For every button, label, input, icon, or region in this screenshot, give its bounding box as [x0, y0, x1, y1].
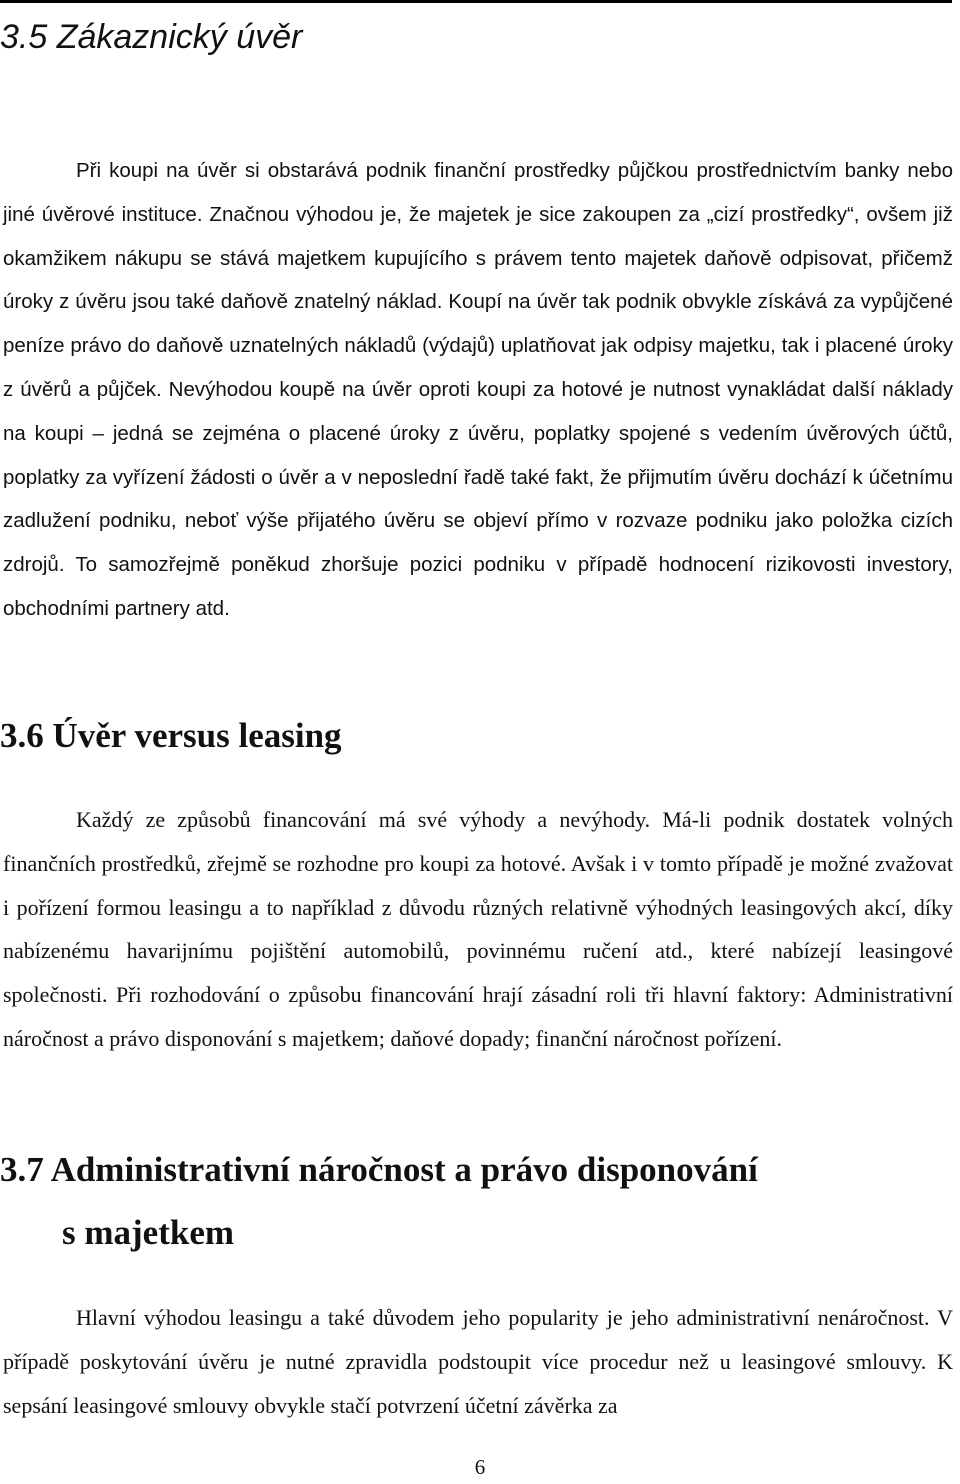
section-heading-3-5: 3.5 Zákaznický úvěr — [0, 18, 303, 56]
section-paragraph-3-5: Při koupi na úvěr si obstarává podnik finanční prostředky půjčkou prostřednictvím banky nebo jiné úvěrové instituce. Značnou výhodou je, že majetek je sice zakoupen za „cizí prostředky“, ovšem již okamžikem nákupu se stává majetkem kupujícího s právem tento majetek daňově odpisovat, přičemž úroky z úvěru jsou také daňově znatelný náklad. Koupí na úvěr tak podnik obvykle získává za vypůjčené peníze právo do daňově uznatelných nákladů (výdajů) uplatňovat jak odpisy majetku, tak i placené úroky z úvěrů a půjček. Nevýhodou koupě na úvěr oproti koupi za hotové je nutnost vynakládat další náklady na koupi – jedná se zejména o placené úroky z úvěru, poplatky spojené s vedením úvěrových účtů, poplatky za vyřízení žádosti o úvěr a v neposlední řadě také fakt, že přijmutím úvěru dochází k účetnímu zadlužení podniku, neboť výše přijatého úvěru se objeví přímo v rozvaze podniku jako položka cizích zdrojů. To samozřejmě poněkud zhoršuje pozici podniku v případě hodnocení rizikovosti investory, obchodními partnery atd. — [3, 159, 953, 620]
top-rule — [0, 0, 952, 3]
page-number: 6 — [474, 1455, 486, 1479]
section-heading-3-7: 3.7 Administrativní náročnost a právo disponování — [0, 1150, 758, 1189]
section-paragraph-3-7: Hlavní výhodou leasingu a také důvodem jeho popularity je jeho administrativní nenáročnost. V případě poskytování úvěru je nutné zpravidla podstoupit více procedur než u leasingové smlouvy. K sepsání leasingové smlouvy obvykle stačí potvrzení účetní závěrka za — [3, 1305, 953, 1418]
section-paragraph-3-6: Každý ze způsobů financování má své výhody a nevýhody. Má-li podnik dostatek volných finančních prostředků, zřejmě se rozhodne pro koupi za hotové. Avšak i v tomto případě je možné zvažovat i pořízení formou leasingu a to například z důvodu různých relativně výhodných leasingových akcí, díky nabízenému havarijnímu pojištění automobilů, povinnému ručení atd., které nabízejí leasingové společnosti. Při rozhodování o způsobu financování hrají zásadní roli tři hlavní faktory: Administrativní náročnost a právo disponování s majetkem; daňové dopady; finanční náročnost pořízení. — [3, 807, 953, 1051]
section-heading-3-7-continued: s majetkem — [62, 1213, 235, 1252]
section-heading-3-6: 3.6 Úvěr versus leasing — [0, 716, 342, 755]
